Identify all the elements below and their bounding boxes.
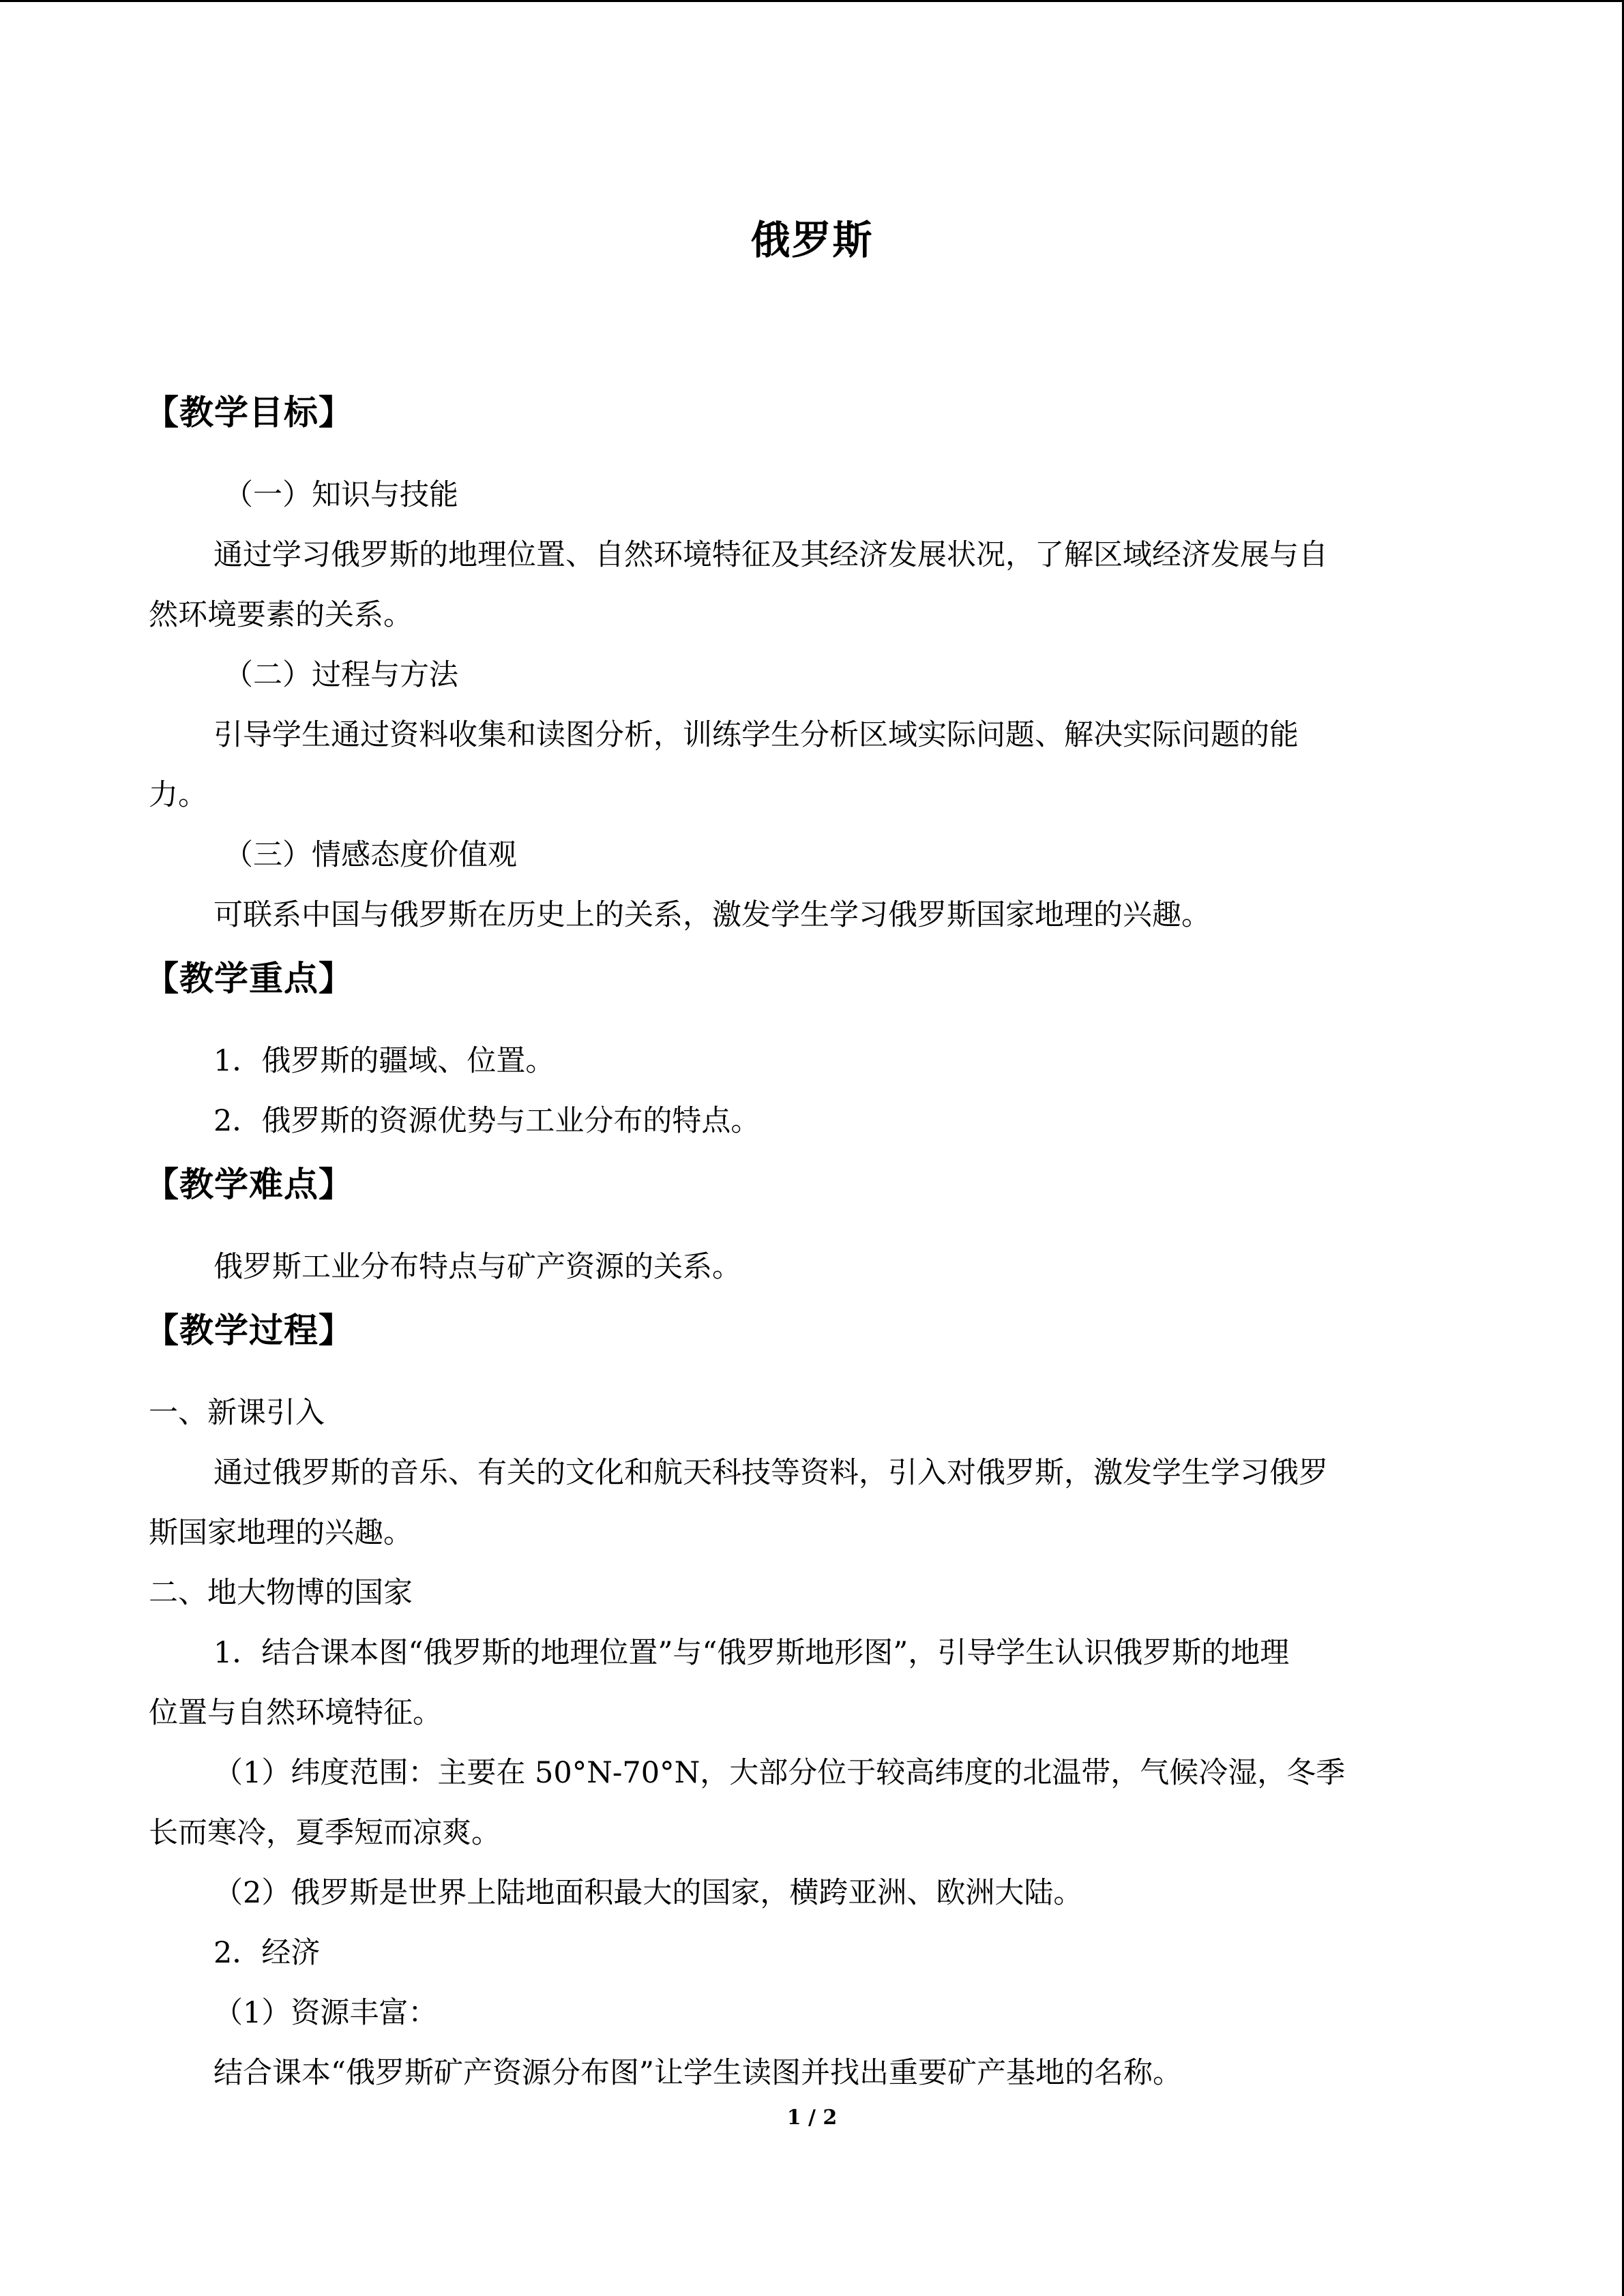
goals-paragraph-knowledge-line1: 通过学习俄罗斯的地理位置、自然环境特征及其经济发展状况，了解区域经济发展与自 [213, 538, 1328, 572]
key-point-item-1: 1．俄罗斯的疆域、位置。 [213, 1044, 555, 1078]
process-step-1-paragraph-line2: 斯国家地理的兴趣。 [149, 1516, 413, 1550]
goals-paragraph-process-line1: 引导学生通过资料收集和读图分析，训练学生分析区域实际问题、解决实际问题的能 [213, 718, 1299, 752]
process-step-2-item-1-line1: 1．结合课本图“俄罗斯的地理位置”与“俄罗斯地形图”，引导学生认识俄罗斯的地理 [213, 1636, 1290, 1670]
top-border [0, 0, 1624, 2]
goals-subheading-attitude: （三）情感态度价值观 [224, 838, 517, 872]
goals-paragraph-knowledge-line2: 然环境要素的关系。 [149, 598, 413, 632]
process-latitude-range-line2: 长而寒冷，夏季短而凉爽。 [149, 1816, 501, 1850]
process-latitude-range-line1: （1）纬度范围：主要在 50°N-70°N，大部分位于较高纬度的北温带，气候冷湿，冬季 [213, 1756, 1346, 1790]
document-title: 俄罗斯 [750, 217, 874, 263]
section-heading-key-points: 【教学重点】 [145, 959, 353, 998]
section-heading-difficulties: 【教学难点】 [145, 1165, 353, 1204]
goals-paragraph-attitude: 可联系中国与俄罗斯在历史上的关系，激发学生学习俄罗斯国家地理的兴趣。 [213, 898, 1211, 932]
process-resources-heading: （1）资源丰富： [213, 1996, 438, 2030]
key-point-item-2: 2．俄罗斯的资源优势与工业分布的特点。 [213, 1104, 761, 1138]
process-step-1-paragraph-line1: 通过俄罗斯的音乐、有关的文化和航天科技等资料，引入对俄罗斯，激发学生学习俄罗 [213, 1456, 1328, 1490]
section-heading-process: 【教学过程】 [145, 1311, 353, 1350]
difficulty-text: 俄罗斯工业分布特点与矿产资源的关系。 [213, 1250, 741, 1284]
process-resources-paragraph: 结合课本“俄罗斯矿产资源分布图”让学生读图并找出重要矿产基地的名称。 [213, 2056, 1182, 2090]
goals-subheading-knowledge: （一）知识与技能 [224, 478, 458, 512]
goals-subheading-process: （二）过程与方法 [224, 658, 458, 692]
process-step-2-item-1-line2: 位置与自然环境特征。 [149, 1696, 442, 1730]
process-land-area: （2）俄罗斯是世界上陆地面积最大的国家，横跨亚洲、欧洲大陆。 [213, 1876, 1083, 1910]
goals-paragraph-process-line2: 力。 [149, 778, 207, 812]
page-number: 1 / 2 [786, 2106, 838, 2130]
process-step-2-item-2-heading: 2．经济 [213, 1936, 321, 1970]
process-step-2-heading: 二、地大物博的国家 [149, 1576, 413, 1610]
process-step-1-heading: 一、新课引入 [149, 1396, 325, 1430]
section-heading-goals: 【教学目标】 [145, 393, 353, 432]
